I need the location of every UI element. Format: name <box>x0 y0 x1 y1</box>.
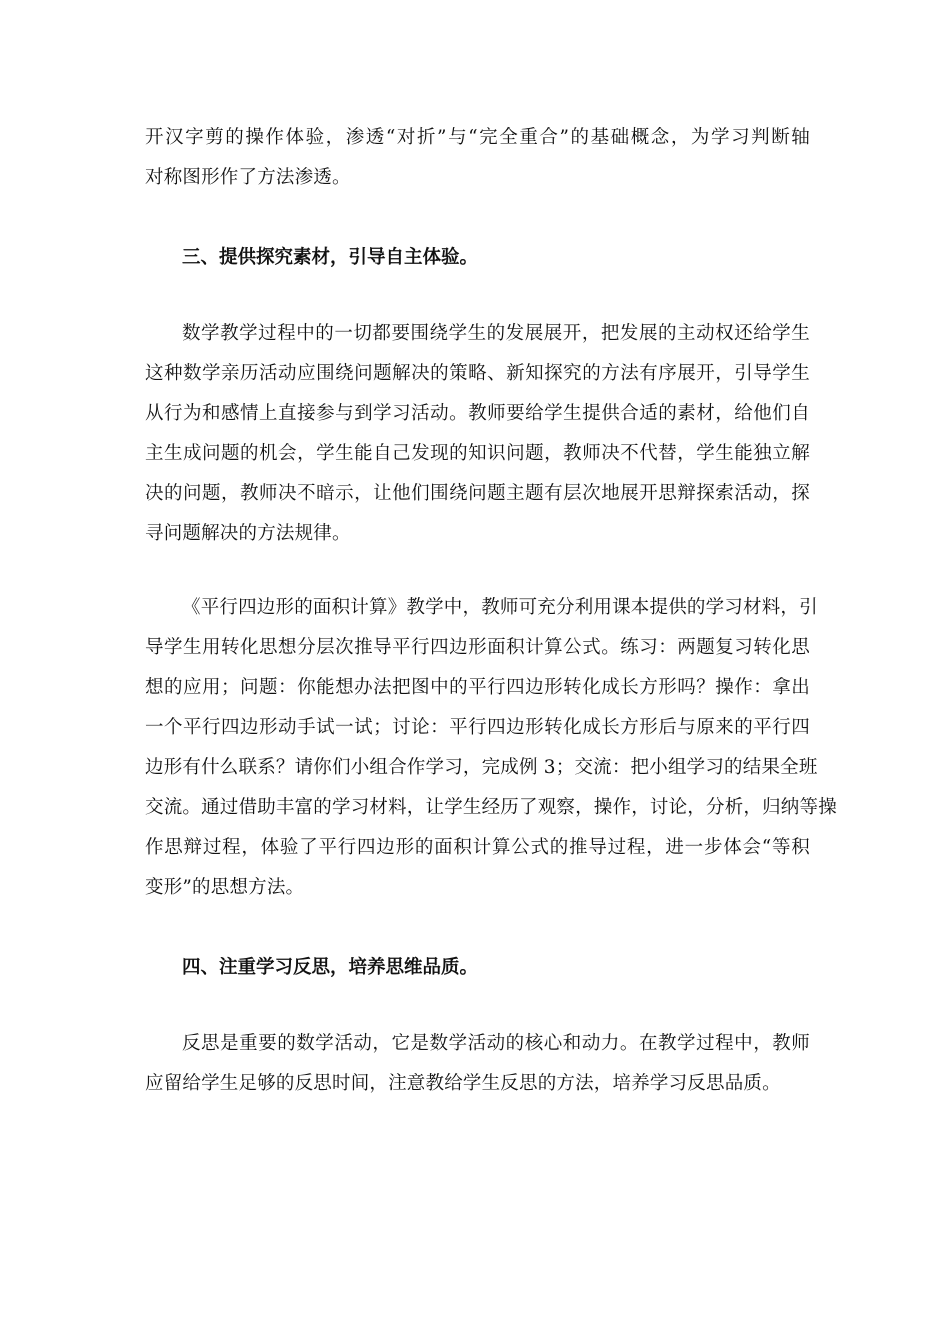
paragraph-continuation <box>145 118 810 198</box>
text-line: 寻问题解决的方法规律。 <box>145 523 351 544</box>
text-line: 这种数学亲历活动应围绕问题解决的策略、新知探究的方法有序展开，引导学生 <box>145 363 810 384</box>
paragraph-section4-intro <box>145 1024 810 1104</box>
paragraph-section3-intro <box>145 314 810 554</box>
text-line: 作思辩过程，体验了平行四边形的面积计算公式的推导过程，进一步体会“等积 <box>145 837 810 858</box>
text-line: 一个平行四边形动手试一试；讨论：平行四边形转化成长方形后与原来的平行四 <box>145 717 810 738</box>
section-heading-4: 四、注重学习反思，培养思维品质。 <box>182 957 479 978</box>
document-page <box>145 118 837 1104</box>
text-line: 数学教学过程中的一切都要围绕学生的发展展开，把发展的主动权还给学生 <box>182 323 810 344</box>
section-heading-3: 三、提供探究素材，引导自主体验。 <box>182 247 479 268</box>
text-line: 交流。通过借助丰富的学习材料，让学生经历了观察，操作，讨论，分析，归纳等操 <box>145 797 837 818</box>
text-line: 决的问题，教师决不暗示，让他们围绕问题主题有层次地展开思辩探索活动，探 <box>145 483 810 504</box>
text-line: 想的应用；问题：你能想办法把图中的平行四边形转化成长方形吗？操作：拿出 <box>145 677 810 698</box>
text-line: 主生成问题的机会，学生能自己发现的知识问题，教师决不代替，学生能独立解 <box>145 443 810 464</box>
text-line: 边形有什么联系？请你们小组合作学习，完成例 3；交流：把小组学习的结果全班 <box>145 757 818 778</box>
text-line: 《平行四边形的面积计算》教学中，教师可充分利用课本提供的学习材料，引 <box>182 597 818 618</box>
text-line: 从行为和感情上直接参与到学习活动。教师要给学生提供合适的素材，给他们自 <box>145 403 810 424</box>
text-line: 应留给学生足够的反思时间，注意教给学生反思的方法，培养学习反思品质。 <box>145 1073 781 1094</box>
text-line: 变形”的思想方法。 <box>145 877 305 898</box>
text-line: 开汉字剪的操作体验，渗透“对折”与“完全重合”的基础概念，为学习判断轴 <box>145 127 810 148</box>
text-line: 反思是重要的数学活动，它是数学活动的核心和动力。在教学过程中，教师 <box>182 1033 810 1054</box>
paragraph-section3-example <box>145 588 837 908</box>
text-line: 导学生用转化思想分层次推导平行四边形面积计算公式。练习：两题复习转化思 <box>145 637 810 658</box>
text-line: 对称图形作了方法渗透。 <box>145 167 351 188</box>
